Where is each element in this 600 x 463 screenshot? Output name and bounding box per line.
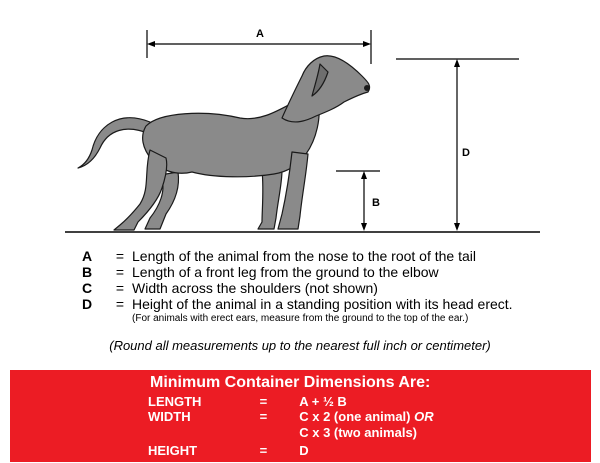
measurement-legend xyxy=(82,248,592,325)
height-value: D xyxy=(299,443,309,458)
width-or: OR xyxy=(414,409,434,424)
width-value-one xyxy=(299,409,433,424)
dimension-b-label: B xyxy=(372,197,380,209)
legend-equals: = xyxy=(115,264,125,280)
width-row xyxy=(148,409,434,424)
legend-description: Height of the animal in a standing position with its head erect. xyxy=(132,296,513,312)
length-row xyxy=(148,394,347,409)
legend-row-d xyxy=(82,296,592,312)
dimension-d-label: D xyxy=(462,147,470,159)
dimension-a-label: A xyxy=(256,28,264,40)
legend-equals: = xyxy=(115,248,125,264)
length-equals: = xyxy=(259,394,268,409)
legend-description: Length of a front leg from the ground to the elbow xyxy=(132,264,439,280)
width-row-2 xyxy=(148,425,417,440)
legend-key: B xyxy=(82,264,93,280)
panel-title: Minimum Container Dimensions Are: xyxy=(150,374,431,391)
dimension-d xyxy=(396,59,519,231)
length-label: LENGTH xyxy=(148,394,202,409)
legend-row-a xyxy=(82,248,592,264)
width-label: WIDTH xyxy=(148,409,191,424)
legend-key: D xyxy=(82,296,93,312)
length-value: A + ½ B xyxy=(299,394,347,409)
legend-key: A xyxy=(82,248,93,264)
height-label: HEIGHT xyxy=(148,443,198,458)
legend-key: C xyxy=(82,280,93,296)
dog-illustration xyxy=(78,56,370,230)
legend-row-c xyxy=(82,280,592,296)
dog-nose xyxy=(364,85,370,91)
legend-note: (For animals with erect ears, measure from the ground to the top of the ear.) xyxy=(132,313,469,324)
legend-row-b xyxy=(82,264,592,280)
height-row xyxy=(148,443,309,458)
width-one-animal: C x 2 (one animal) xyxy=(299,409,411,424)
legend-equals: = xyxy=(115,280,125,296)
height-equals: = xyxy=(259,443,268,458)
legend-description: Width across the shoulders (not shown) xyxy=(132,280,378,296)
legend-equals: = xyxy=(115,296,125,312)
width-two-animals: C x 3 (two animals) xyxy=(299,425,417,440)
rounding-note: (Round all measurements up to the nearest full inch or centimeter) xyxy=(109,338,491,353)
width-equals: = xyxy=(259,409,268,424)
container-dimensions-panel xyxy=(10,370,591,462)
legend-description: Length of the animal from the nose to the root of the tail xyxy=(132,248,476,264)
